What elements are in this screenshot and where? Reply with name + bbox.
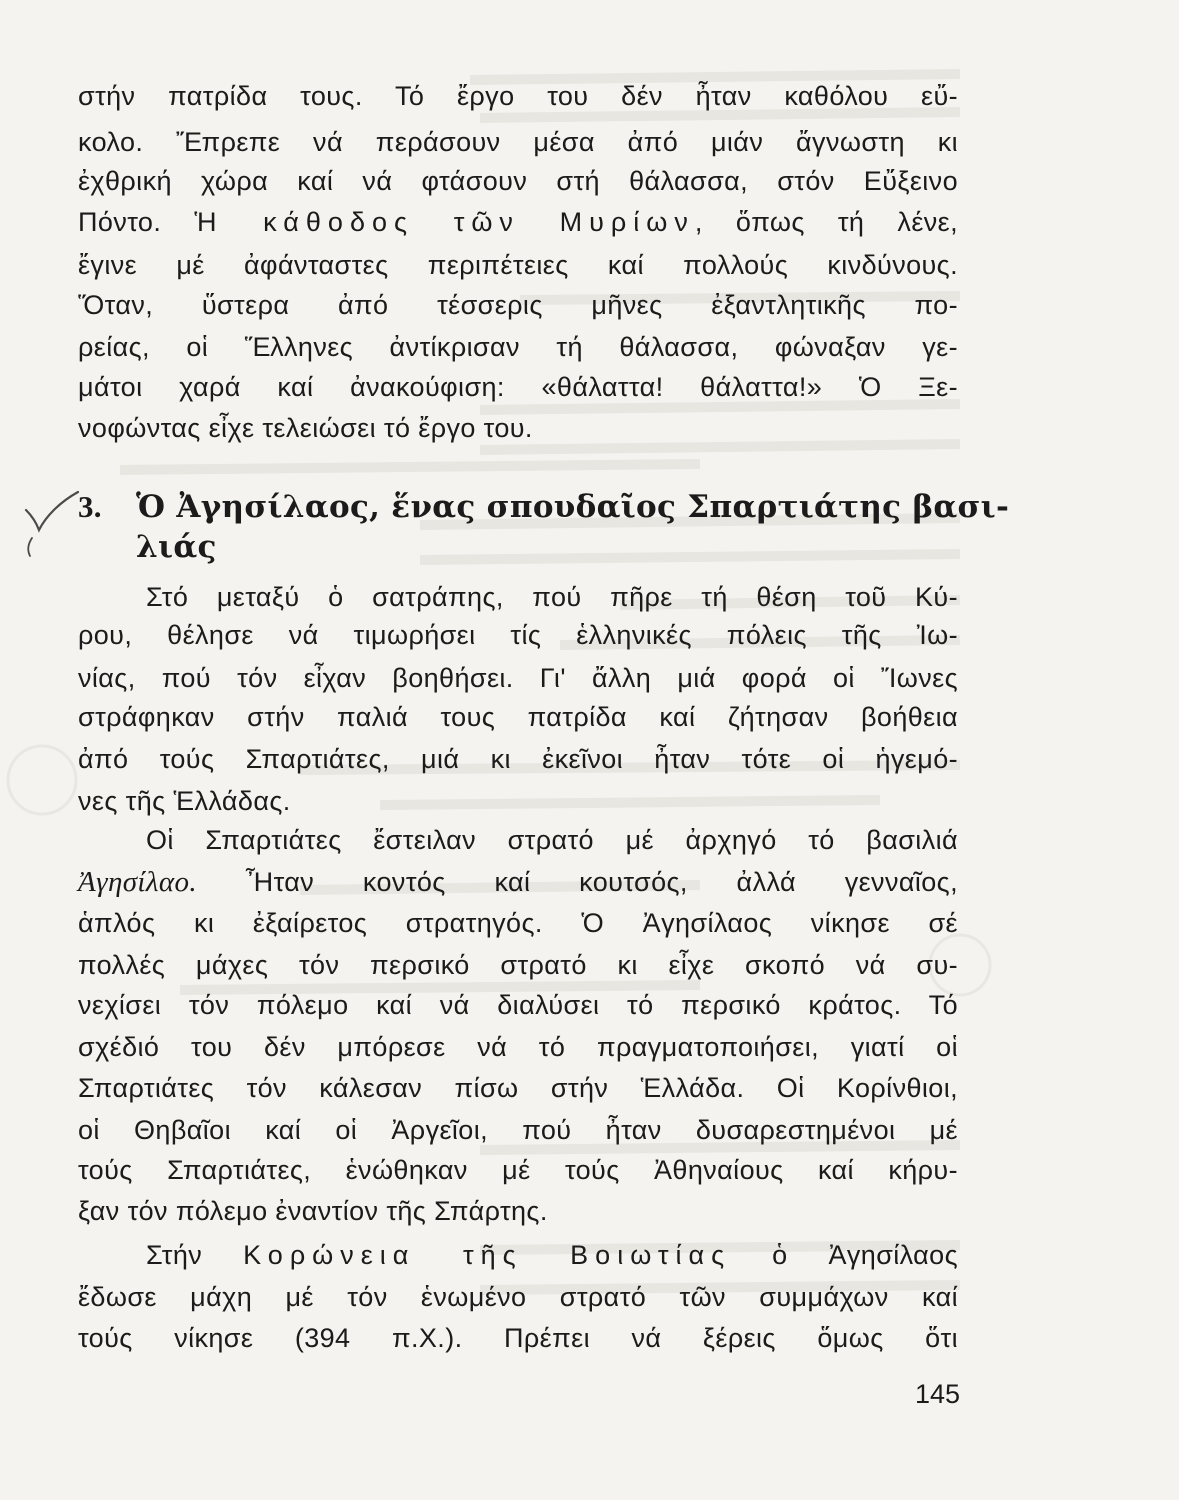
text-line: ἔδωσε μάχη μέ τόν ἑνωμένο στρατό τῶν συμμάχων καί <box>78 1282 958 1312</box>
handwritten-checkmark-icon <box>22 488 82 558</box>
text-line: Στό μεταξύ ὁ σατράπης, πού πῆρε τή θέση τοῦ Κύ- <box>146 582 958 612</box>
text-line <box>78 204 958 240</box>
text-fragment: ὁ Ἀγησίλαος <box>731 1240 958 1270</box>
section-heading <box>78 488 1010 526</box>
text-line: στράφηκαν στήν παλιά τους πατρίδα καί ζήτησαν βοήθεια <box>78 702 958 732</box>
text-line: ἔγινε μέ ἀφάνταστες περιπέτειες καί πολλούς κινδύνους. <box>78 250 958 280</box>
text-fragment: Ἦταν κοντός καί κουτσός, ἀλλά γενναῖος, <box>197 867 958 897</box>
section-number: 3. <box>78 489 102 524</box>
text-line: Οἱ Σπαρτιάτες ἔστειλαν στρατό μέ ἀρχηγό τό βασιλιά <box>146 825 958 855</box>
text-line: κολο. Ἔπρεπε νά περάσουν μέσα ἀπό μιάν ἄγνωστη κι <box>78 127 958 157</box>
text-line: νεχίσει τόν πόλεμο καί νά διαλύσει τό περσικό κράτος. Τό <box>78 990 958 1020</box>
text-line <box>78 864 958 900</box>
text-line: νοφώντας εἶχε τελειώσει τό ἔργο του. <box>78 413 533 443</box>
section-heading-continued: λιάς <box>136 529 217 565</box>
text-line: μάτοι χαρά καί ἀνακούφιση: «θάλαττα! θάλαττα!» Ὁ Ξε- <box>78 372 958 402</box>
text-line: νες τῆς Ἑλλάδας. <box>78 786 291 816</box>
text-line: τούς νίκησε (394 π.Χ.). Πρέπει νά ξέρεις ὅμως ὅτι <box>78 1323 958 1353</box>
text-line: ξαν τόν πόλεμο ἐναντίον τῆς Σπάρτης. <box>78 1196 548 1226</box>
text-line: τούς Σπαρτιάτες, ἑνώθηκαν μέ τούς Ἀθηναίους καί κήρυ- <box>78 1155 958 1185</box>
text-fragment: Στήν <box>146 1240 244 1270</box>
text-line: ρείας, οἱ Ἕλληνες ἀντίκρισαν τή θάλασσα, φώναξαν γε- <box>78 332 958 362</box>
section-title: Ὁ Ἀγησίλαος, ἕνας σπουδαῖος Σπαρτιάτης βασι- <box>136 489 1010 525</box>
text-line <box>146 1237 958 1273</box>
text-line: Ὅταν, ὕστερα ἀπό τέσσερις μῆνες ἐξαντλητικῆς πο- <box>78 290 958 320</box>
page-number: 145 <box>914 1379 960 1409</box>
text-line: ἁπλός κι ἐξαίρετος στρατηγός. Ὁ Ἀγησίλαος νίκησε σέ <box>78 908 958 938</box>
italic-name: Ἀγησίλαο. <box>78 866 198 898</box>
text-line: στήν πατρίδα τους. Τό ἔργο του δέν ἦταν καθόλου εὔ- <box>78 81 958 111</box>
emphasized-phrase: Κορώνεια τῆς Βοιωτίας <box>243 1240 732 1270</box>
text-line: σχέδιό του δέν μπόρεσε νά τό πραγματοποιήσει, γιατί οἱ <box>78 1032 958 1062</box>
text-fragment: Πόντο. <box>78 207 195 237</box>
text-line: οἱ Θηβαῖοι καί οἱ Ἀργεῖοι, πού ἦταν δυσαρεστημένοι μέ <box>78 1115 958 1145</box>
text-line: ἀπό τούς Σπαρτιάτες, μιά κι ἐκεῖνοι ἦταν τότε οἱ ἡγεμό- <box>78 744 958 774</box>
text-fragment: , ὅπως τή λένε, <box>694 207 959 237</box>
emphasized-phrase: Ἡ κάθοδος τῶν Μυρίων <box>194 207 695 237</box>
text-line: ρου, θέλησε νά τιμωρήσει τίς ἑλληνικές πόλεις τῆς Ἰω- <box>78 620 958 650</box>
text-line: ἐχθρική χώρα καί νά φτάσουν στή θάλασσα, στόν Εὔξεινο <box>78 166 958 196</box>
text-line: νίας, πού τόν εἶχαν βοηθήσει. Γι' ἄλλη μιά φορά οἱ Ἴωνες <box>78 663 958 693</box>
text-line: πολλές μάχες τόν περσικό στρατό κι εἶχε σκοπό νά συ- <box>78 950 958 980</box>
text-line: Σπαρτιάτες τόν κάλεσαν πίσω στήν Ἑλλάδα. Οἱ Κορίνθιοι, <box>78 1073 958 1103</box>
